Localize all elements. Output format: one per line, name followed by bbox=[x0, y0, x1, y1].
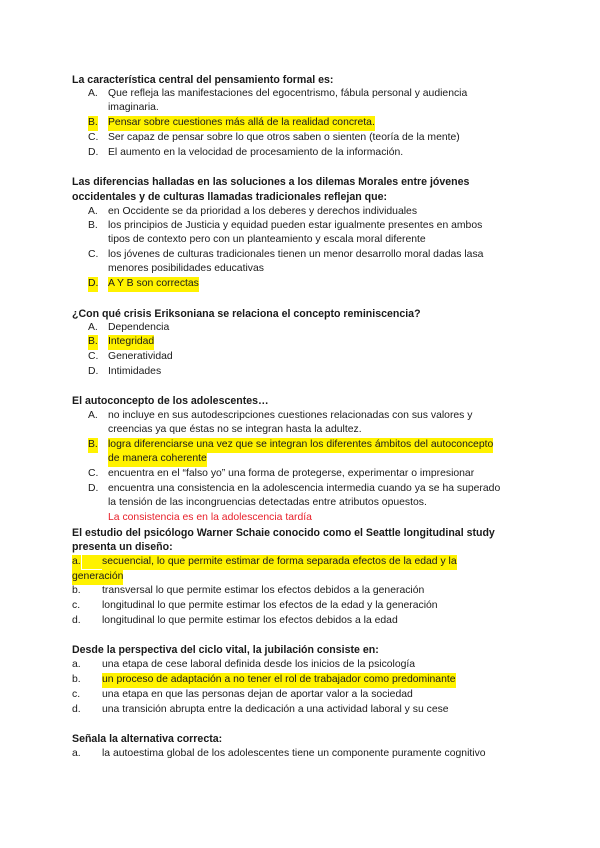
option-text: en Occidente se da prioridad a los deberes y derechos individuales bbox=[108, 206, 418, 217]
option-label: b. bbox=[72, 674, 81, 685]
option-text-continued: imaginaria. bbox=[108, 102, 159, 113]
option-label: A. bbox=[88, 88, 98, 99]
option-label: b. bbox=[72, 585, 81, 596]
question-title-continued: occidentales y de culturas llamadas tradicionales reflejan que: bbox=[72, 191, 387, 203]
question-title: La característica central del pensamiento formal es: bbox=[72, 74, 334, 86]
option-text: A Y B son correctas bbox=[108, 277, 199, 292]
question-title: El estudio del psicólogo Warner Schaie conocido como el Seattle longitudinal study bbox=[72, 527, 495, 539]
option-text: Intimidades bbox=[108, 366, 162, 377]
option-label: D. bbox=[88, 147, 99, 158]
option-label: c. bbox=[72, 600, 81, 611]
question-title-continued: presenta un diseño: bbox=[72, 541, 173, 553]
option-label: C. bbox=[88, 351, 99, 362]
option-text: Integridad bbox=[108, 335, 154, 350]
option-text: no incluye en sus autodescripciones cuestiones relacionadas con sus valores y bbox=[108, 410, 473, 421]
option-text: Ser capaz de pensar sobre lo que otros saben o sienten (teoría de la mente) bbox=[108, 132, 460, 143]
highlight-gap bbox=[82, 555, 102, 569]
option-text-continued: tipos de contexto pero con un planteamiento y escala moral diferente bbox=[108, 234, 426, 245]
option-text: logra diferenciarse una vez que se integran los diferentes ámbitos del autoconcepto bbox=[108, 438, 493, 453]
option-text: Dependencia bbox=[108, 322, 170, 333]
option-text: encuentra una consistencia en la adolescencia intermedia cuando ya se ha superado bbox=[108, 483, 501, 494]
option-text: Generatividad bbox=[108, 351, 173, 362]
question-title: Desde la perspectiva del ciclo vital, la jubilación consiste en: bbox=[72, 644, 379, 656]
option-label: D. bbox=[88, 483, 99, 494]
option-label: c. bbox=[72, 689, 81, 700]
option-label: A. bbox=[88, 410, 98, 421]
option-label: C. bbox=[88, 468, 99, 479]
option-text: la autoestima global de los adolescentes tiene un componente puramente cognitivo bbox=[102, 748, 486, 759]
option-text-continued: menores posibilidades educativas bbox=[108, 263, 264, 274]
option-text-continued: generación bbox=[72, 570, 123, 585]
option-text: los principios de Justicia y equidad pueden estar igualmente presentes en ambos bbox=[108, 220, 483, 231]
option-text-continued: de manera coherente bbox=[108, 452, 207, 467]
option-label: d. bbox=[72, 615, 81, 626]
option-label: B. bbox=[88, 116, 98, 131]
question-title: ¿Con qué crisis Eriksoniana se relaciona el concepto reminiscencia? bbox=[72, 308, 421, 320]
option-text: longitudinal lo que permite estimar los efectos debidos a la edad bbox=[102, 615, 398, 626]
answer-note: La consistencia es en la adolescencia tardía bbox=[108, 512, 312, 523]
option-label: d. bbox=[72, 704, 81, 715]
option-label: B. bbox=[88, 438, 98, 453]
option-text: Que refleja las manifestaciones del egocentrismo, fábula personal y audiencia bbox=[108, 88, 468, 99]
option-text: transversal lo que permite estimar los efectos debidos a la generación bbox=[102, 585, 425, 596]
option-text: secuencial, lo que permite estimar de forma separada efectos de la edad y la bbox=[102, 555, 457, 570]
option-label: a. bbox=[72, 748, 81, 759]
option-text: una transición abrupta entre la dedicación a una actividad laboral y su cese bbox=[102, 704, 449, 715]
option-text: un proceso de adaptación a no tener el rol de trabajador como predominante bbox=[102, 673, 456, 688]
option-label: D. bbox=[88, 277, 98, 292]
option-text: los jóvenes de culturas tradicionales tienen un menor desarrollo moral dadas lasa bbox=[108, 249, 484, 260]
option-text: una etapa en que las personas dejan de aportar valor a la sociedad bbox=[102, 689, 413, 700]
option-text: Pensar sobre cuestiones más allá de la realidad concreta. bbox=[108, 116, 375, 131]
option-label: a. bbox=[72, 555, 81, 570]
option-text: El aumento en la velocidad de procesamiento de la información. bbox=[108, 147, 404, 158]
option-label: B. bbox=[88, 220, 98, 231]
question-title: Las diferencias halladas en las soluciones a los dilemas Morales entre jóvenes bbox=[72, 176, 470, 188]
option-label: C. bbox=[88, 249, 99, 260]
option-label: B. bbox=[88, 335, 98, 350]
option-label: a. bbox=[72, 659, 81, 670]
option-text: longitudinal lo que permite estimar los efectos de la edad y la generación bbox=[102, 600, 438, 611]
option-text: una etapa de cese laboral definida desde los inicios de la psicología bbox=[102, 659, 416, 670]
option-label: D. bbox=[88, 366, 99, 377]
option-text-continued: creencias ya que éstas no se integran hasta la adultez. bbox=[108, 424, 362, 435]
question-title: El autoconcepto de los adolescentes… bbox=[72, 395, 269, 407]
option-label: A. bbox=[88, 322, 98, 333]
option-label: A. bbox=[88, 206, 98, 217]
option-text-continued: la tensión de las incongruencias detectadas entre atributos opuestos. bbox=[108, 497, 427, 508]
question-title: Señala la alternativa correcta: bbox=[72, 733, 223, 745]
option-text: encuentra en el “falso yo” una forma de protegerse, experimentar o impresionar bbox=[108, 468, 475, 479]
option-label: C. bbox=[88, 132, 99, 143]
